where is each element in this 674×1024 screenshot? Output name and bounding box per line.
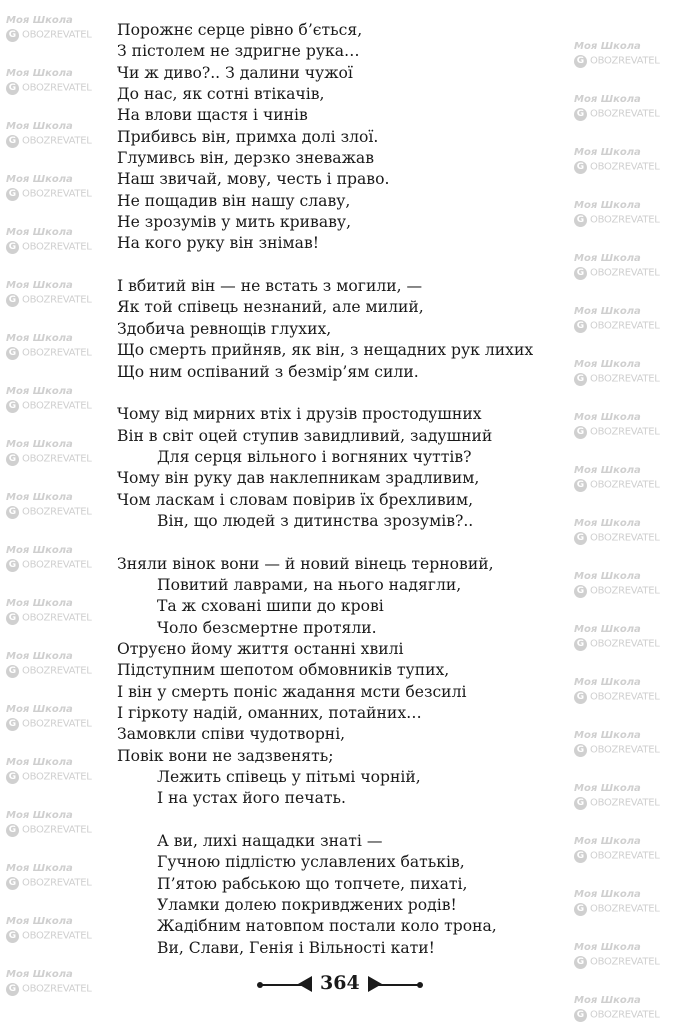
watermark bbox=[6, 862, 106, 891]
watermark-school: Моя Школа bbox=[6, 598, 73, 609]
watermark bbox=[6, 332, 106, 361]
watermark-school: Моя Школа bbox=[6, 386, 73, 397]
watermark-school: Моя Школа bbox=[6, 439, 73, 450]
obozrevatel-logo-icon: G bbox=[6, 29, 19, 42]
watermark-school: Моя Школа bbox=[574, 359, 641, 370]
obozrevatel-logo-icon: G bbox=[574, 320, 587, 333]
watermark-brand: OBOZREVATEL bbox=[22, 453, 92, 465]
watermark-school: Моя Школа bbox=[574, 200, 641, 211]
watermark-brand: OBOZREVATEL bbox=[22, 347, 92, 359]
poem-line: Замовкли співи чудотворні, bbox=[117, 725, 346, 744]
watermark bbox=[574, 305, 674, 334]
watermark bbox=[574, 623, 674, 652]
watermark-school: Моя Школа bbox=[6, 333, 73, 344]
watermark bbox=[574, 517, 674, 546]
watermark-brand: OBOZREVATEL bbox=[22, 771, 92, 783]
watermark-brand: OBOZREVATEL bbox=[22, 612, 92, 624]
obozrevatel-logo-icon: G bbox=[574, 585, 587, 598]
watermark bbox=[6, 385, 106, 414]
watermark-brand: OBOZREVATEL bbox=[590, 55, 660, 67]
watermark bbox=[6, 226, 106, 255]
poem-line: Для серця вільного і вогняних чуттів? bbox=[157, 447, 472, 466]
poem-line: Жадібним натовпом постали коло трона, bbox=[157, 917, 497, 936]
watermark-brand: OBOZREVATEL bbox=[590, 161, 660, 173]
poem-line: Ви, Слави, Генія і Вільності кати! bbox=[157, 938, 435, 957]
obozrevatel-logo-icon: G bbox=[6, 82, 19, 95]
poem-line: На влови щастя і чинів bbox=[117, 106, 308, 125]
watermark-brand: OBOZREVATEL bbox=[590, 214, 660, 226]
poem-line: І на устах його печать. bbox=[157, 789, 346, 808]
watermark bbox=[6, 756, 106, 785]
poem-line: Що смерть прийняв, як він, з нещадних рук лихих bbox=[117, 341, 534, 360]
watermark-school: Моя Школа bbox=[574, 465, 641, 476]
watermark-school: Моя Школа bbox=[574, 412, 641, 423]
watermark-school: Моя Школа bbox=[6, 121, 73, 132]
watermark-brand: OBOZREVATEL bbox=[22, 400, 92, 412]
watermark-school: Моя Школа bbox=[574, 306, 641, 317]
poem-line: П’ятою рабською що топчете, пихаті, bbox=[157, 874, 468, 893]
watermark bbox=[574, 729, 674, 758]
poem-line: Не зрозумів у мить криваву, bbox=[117, 213, 352, 232]
watermark-school: Моя Школа bbox=[574, 942, 641, 953]
watermark-school: Моя Школа bbox=[6, 545, 73, 556]
poem-line: Повік вони не задзвенять; bbox=[117, 746, 334, 765]
obozrevatel-logo-icon: G bbox=[6, 135, 19, 148]
watermark-brand: OBOZREVATEL bbox=[590, 744, 660, 756]
watermark-brand: OBOZREVATEL bbox=[22, 983, 92, 995]
watermark-school: Моя Школа bbox=[574, 624, 641, 635]
watermark bbox=[574, 252, 674, 281]
watermark bbox=[574, 782, 674, 811]
poem-line: Чи ж диво?.. З далини чужої bbox=[117, 63, 353, 82]
watermark-school: Моя Школа bbox=[6, 863, 73, 874]
poem-line: З пістолем не здригне рука… bbox=[117, 42, 360, 61]
poem-line: Лежить співець у пітьмі чорній, bbox=[157, 768, 421, 787]
poem-line: Глумивсь він, дерзко зневажав bbox=[117, 149, 374, 168]
watermark-school: Моя Школа bbox=[6, 704, 73, 715]
obozrevatel-logo-icon: G bbox=[574, 214, 587, 227]
obozrevatel-logo-icon: G bbox=[6, 824, 19, 837]
obozrevatel-logo-icon: G bbox=[574, 161, 587, 174]
watermark bbox=[574, 835, 674, 864]
watermark bbox=[6, 491, 106, 520]
watermark bbox=[6, 67, 106, 96]
watermark bbox=[574, 888, 674, 917]
watermark-brand: OBOZREVATEL bbox=[590, 638, 660, 650]
obozrevatel-logo-icon: G bbox=[574, 1009, 587, 1022]
watermark-school: Моя Школа bbox=[574, 41, 641, 52]
poem-text bbox=[117, 20, 567, 959]
watermark bbox=[574, 570, 674, 599]
watermark-school: Моя Школа bbox=[6, 15, 73, 26]
watermark bbox=[6, 915, 106, 944]
obozrevatel-logo-icon: G bbox=[574, 267, 587, 280]
obozrevatel-logo-icon: G bbox=[6, 983, 19, 996]
watermark bbox=[574, 358, 674, 387]
obozrevatel-logo-icon: G bbox=[574, 426, 587, 439]
obozrevatel-logo-icon: G bbox=[574, 55, 587, 68]
stanza-break bbox=[117, 255, 567, 276]
watermark-school: Моя Школа bbox=[574, 677, 641, 688]
watermark-school: Моя Школа bbox=[574, 518, 641, 529]
obozrevatel-logo-icon: G bbox=[574, 797, 587, 810]
poem-line: Він, що людей з дитинства зрозумів?.. bbox=[157, 511, 474, 530]
watermark-brand: OBOZREVATEL bbox=[22, 559, 92, 571]
watermark-brand: OBOZREVATEL bbox=[22, 82, 92, 94]
watermark bbox=[574, 146, 674, 175]
watermark bbox=[6, 438, 106, 467]
watermark-brand: OBOZREVATEL bbox=[590, 373, 660, 385]
watermark bbox=[6, 650, 106, 679]
watermark bbox=[6, 544, 106, 573]
obozrevatel-logo-icon: G bbox=[6, 347, 19, 360]
poem-line: Зняли вінок вони — й новий вінець терновий, bbox=[117, 554, 494, 573]
watermark-school: Моя Школа bbox=[6, 280, 73, 291]
obozrevatel-logo-icon: G bbox=[6, 188, 19, 201]
watermark-brand: OBOZREVATEL bbox=[590, 850, 660, 862]
watermark-school: Моя Школа bbox=[6, 174, 73, 185]
watermark-school: Моя Школа bbox=[574, 995, 641, 1006]
watermark-brand: OBOZREVATEL bbox=[22, 135, 92, 147]
watermark bbox=[574, 464, 674, 493]
poem-line: Здобича ревнощів глухих, bbox=[117, 319, 332, 338]
stanza-break bbox=[117, 810, 567, 831]
obozrevatel-logo-icon: G bbox=[574, 691, 587, 704]
poem-line: Порожнє серце рівно б’ється, bbox=[117, 21, 363, 39]
watermark-school: Моя Школа bbox=[6, 651, 73, 662]
watermark-brand: OBOZREVATEL bbox=[590, 426, 660, 438]
page-number: 364 bbox=[320, 972, 360, 994]
obozrevatel-logo-icon: G bbox=[574, 638, 587, 651]
watermark-brand: OBOZREVATEL bbox=[590, 267, 660, 279]
watermark-brand: OBOZREVATEL bbox=[22, 294, 92, 306]
watermark-brand: OBOZREVATEL bbox=[590, 532, 660, 544]
watermark-brand: OBOZREVATEL bbox=[22, 665, 92, 677]
obozrevatel-logo-icon: G bbox=[574, 850, 587, 863]
watermark-brand: OBOZREVATEL bbox=[22, 930, 92, 942]
watermark bbox=[6, 597, 106, 626]
poem-line: Підступним шепотом обмовників тупих, bbox=[117, 661, 450, 680]
watermark bbox=[6, 173, 106, 202]
watermark bbox=[574, 199, 674, 228]
watermark-brand: OBOZREVATEL bbox=[22, 824, 92, 836]
poem-line: Чому від мирних втіх і друзів простодушних bbox=[117, 405, 482, 424]
poem-line: Повитий лаврами, на нього надягли, bbox=[157, 575, 462, 594]
page-number-ornament bbox=[0, 970, 674, 998]
obozrevatel-logo-icon: G bbox=[6, 771, 19, 784]
ornament-dot-right bbox=[417, 982, 423, 988]
obozrevatel-logo-icon: G bbox=[574, 956, 587, 969]
poem-line: І гіркоту надій, оманних, потайних… bbox=[117, 704, 422, 722]
watermark-school: Моя Школа bbox=[6, 810, 73, 821]
watermark bbox=[574, 941, 674, 970]
poem-line: Чоло безсмертне протяли. bbox=[157, 618, 377, 637]
watermark-school: Моя Школа bbox=[574, 730, 641, 741]
watermark bbox=[574, 40, 674, 69]
watermark-school: Моя Школа bbox=[574, 94, 641, 105]
obozrevatel-logo-icon: G bbox=[6, 241, 19, 254]
watermark-brand: OBOZREVATEL bbox=[590, 479, 660, 491]
watermark-brand: OBOZREVATEL bbox=[22, 877, 92, 889]
poem-line: До нас, як сотні втікачів, bbox=[117, 85, 325, 104]
watermark bbox=[6, 703, 106, 732]
watermark-brand: OBOZREVATEL bbox=[22, 188, 92, 200]
watermark-brand: OBOZREVATEL bbox=[22, 241, 92, 253]
watermark-school: Моя Школа bbox=[574, 889, 641, 900]
watermark-brand: OBOZREVATEL bbox=[590, 320, 660, 332]
poem-line: І він у смерть поніс жадання мсти безсилі bbox=[117, 682, 467, 701]
poem-line: Отруєно йому життя останні хвилі bbox=[117, 639, 404, 658]
poem-line: Прибивсь він, примха долі злої. bbox=[117, 127, 379, 146]
obozrevatel-logo-icon: G bbox=[6, 400, 19, 413]
watermark bbox=[574, 994, 674, 1023]
obozrevatel-logo-icon: G bbox=[6, 559, 19, 572]
poem-line: Уламки долею покривджених родів! bbox=[157, 896, 457, 915]
watermark bbox=[6, 279, 106, 308]
stanza-break bbox=[117, 383, 567, 404]
obozrevatel-logo-icon: G bbox=[574, 373, 587, 386]
watermark bbox=[6, 809, 106, 838]
watermark-school: Моя Школа bbox=[6, 757, 73, 768]
watermark-school: Моя Школа bbox=[6, 969, 73, 980]
poem-line: Наш звичай, мову, честь і право. bbox=[117, 170, 390, 189]
obozrevatel-logo-icon: G bbox=[574, 108, 587, 121]
watermark-brand: OBOZREVATEL bbox=[590, 1009, 660, 1021]
obozrevatel-logo-icon: G bbox=[574, 532, 587, 545]
obozrevatel-logo-icon: G bbox=[6, 665, 19, 678]
watermark-school: Моя Школа bbox=[6, 916, 73, 927]
poem-line: Як той співець незнаний, але милий, bbox=[117, 298, 424, 317]
watermark bbox=[6, 120, 106, 149]
arrow-left-icon bbox=[298, 976, 312, 992]
poem-line: Чому він руку дав наклепникам зрадливим, bbox=[117, 469, 480, 488]
watermark-brand: OBOZREVATEL bbox=[590, 585, 660, 597]
watermark-brand: OBOZREVATEL bbox=[590, 797, 660, 809]
watermark bbox=[574, 93, 674, 122]
watermark-brand: OBOZREVATEL bbox=[590, 903, 660, 915]
obozrevatel-logo-icon: G bbox=[574, 744, 587, 757]
watermark-school: Моя Школа bbox=[6, 68, 73, 79]
watermark-brand: OBOZREVATEL bbox=[22, 29, 92, 41]
stanza-break bbox=[117, 532, 567, 553]
watermark-school: Моя Школа bbox=[574, 147, 641, 158]
watermark-school: Моя Школа bbox=[574, 783, 641, 794]
obozrevatel-logo-icon: G bbox=[574, 903, 587, 916]
poem-line: Чом ласкам і словам повірив їх брехливим, bbox=[117, 490, 474, 509]
obozrevatel-logo-icon: G bbox=[574, 479, 587, 492]
obozrevatel-logo-icon: G bbox=[6, 930, 19, 943]
obozrevatel-logo-icon: G bbox=[6, 506, 19, 519]
obozrevatel-logo-icon: G bbox=[6, 612, 19, 625]
watermark-school: Моя Школа bbox=[574, 836, 641, 847]
obozrevatel-logo-icon: G bbox=[6, 294, 19, 307]
watermark-school: Моя Школа bbox=[574, 571, 641, 582]
watermark-brand: OBOZREVATEL bbox=[590, 108, 660, 120]
poem-line: Не пощадив він нашу славу, bbox=[117, 191, 351, 210]
watermark-school: Моя Школа bbox=[6, 492, 73, 503]
watermark-school: Моя Школа bbox=[574, 253, 641, 264]
ornament-line-right bbox=[375, 984, 420, 986]
poem-line: А ви, лихі нащадки знаті — bbox=[157, 832, 383, 851]
watermark bbox=[6, 14, 106, 43]
watermark-brand: OBOZREVATEL bbox=[590, 691, 660, 703]
poem-line: Гучною підлістю уславлених батьків, bbox=[157, 853, 465, 872]
poem-line: Та ж сховані шипи до крові bbox=[157, 597, 384, 616]
obozrevatel-logo-icon: G bbox=[6, 877, 19, 890]
watermark-brand: OBOZREVATEL bbox=[590, 956, 660, 968]
obozrevatel-logo-icon: G bbox=[6, 718, 19, 731]
watermark-school: Моя Школа bbox=[6, 227, 73, 238]
watermark-brand: OBOZREVATEL bbox=[22, 506, 92, 518]
watermark bbox=[574, 411, 674, 440]
poem-line: Що ним оспіваний з безмір’ям сили. bbox=[117, 362, 419, 381]
watermark-brand: OBOZREVATEL bbox=[22, 718, 92, 730]
poem-line: І вбитий він — не встать з могили, — bbox=[117, 277, 423, 296]
obozrevatel-logo-icon: G bbox=[6, 453, 19, 466]
watermark bbox=[574, 676, 674, 705]
poem-line: Він в світ оцей ступив завидливий, задушний bbox=[117, 426, 493, 445]
poem-line: На кого руку він знімав! bbox=[117, 234, 320, 253]
